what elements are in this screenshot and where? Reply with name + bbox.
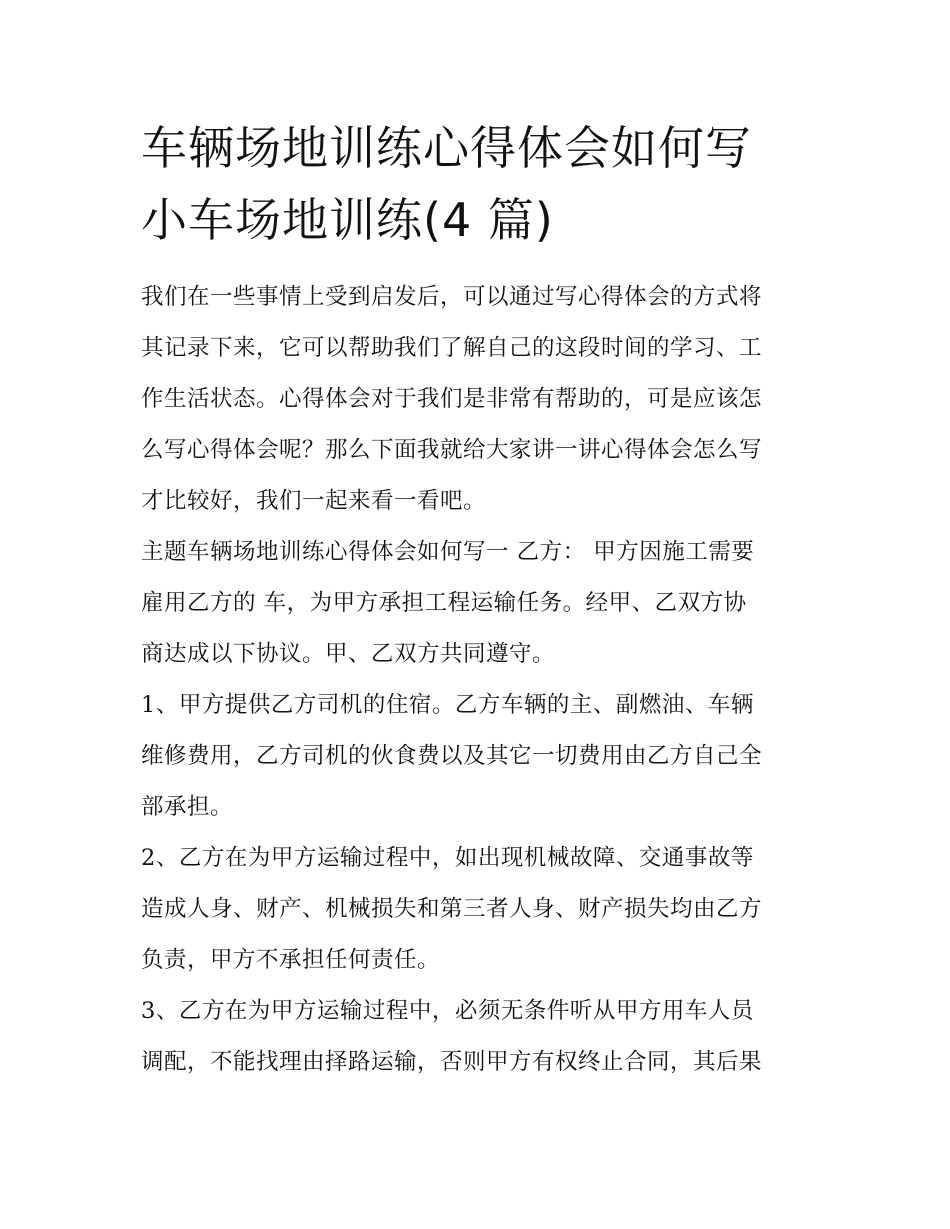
- paragraph-intro: [141, 272, 812, 527]
- text-line: 造成人身、财产、机械损失和第三者人身、财产损失均由乙方: [141, 896, 763, 922]
- document-title: [141, 112, 812, 256]
- title-line: 小车场地训练(4 篇): [141, 193, 554, 247]
- text-line: 部承担。: [141, 794, 234, 820]
- text-line: 主题车辆场地训练心得体会如何写一 乙方： 甲方因施工需要: [141, 539, 755, 565]
- text-line: 3、乙方在为甲方运输过程中，必须无条件听从甲方用车人员: [141, 998, 754, 1024]
- text-line: 1、甲方提供乙方司机的住宿。乙方车辆的主、副燃油、车辆: [141, 692, 754, 718]
- text-line: 其记录下来，它可以帮助我们了解自己的这段时间的学习、工: [141, 335, 763, 361]
- text-line: 维修费用，乙方司机的伙食费以及其它一切费用由乙方自己全: [141, 743, 763, 769]
- text-line: 作生活状态。心得体会对于我们是非常有帮助的，可是应该怎: [141, 386, 763, 412]
- title-line: 车辆场地训练心得体会如何写: [141, 121, 752, 175]
- paragraph-clause-2: [141, 833, 812, 986]
- text-line: 我们在一些事情上受到启发后，可以通过写心得体会的方式将: [141, 284, 763, 310]
- text-line: 商达成以下协议。甲、乙双方共同遵守。: [141, 641, 556, 667]
- paragraph-clause-3: [141, 986, 812, 1088]
- text-line: 么写心得体会呢？那么下面我就给大家讲一讲心得体会怎么写: [141, 437, 763, 463]
- text-line: 负责，甲方不承担任何责任。: [141, 947, 441, 973]
- text-line: 才比较好，我们一起来看一看吧。: [141, 488, 487, 514]
- text-line: 2、乙方在为甲方运输过程中，如出现机械故障、交通事故等: [141, 845, 754, 871]
- paragraph-clause-1: [141, 680, 812, 833]
- text-line: 调配，不能找理由择路运输，否则甲方有权终止合同，其后果: [141, 1049, 763, 1075]
- text-line: 雇用乙方的 车，为甲方承担工程运输任务。经甲、乙双方协: [141, 590, 747, 616]
- paragraph-topic: [141, 527, 812, 680]
